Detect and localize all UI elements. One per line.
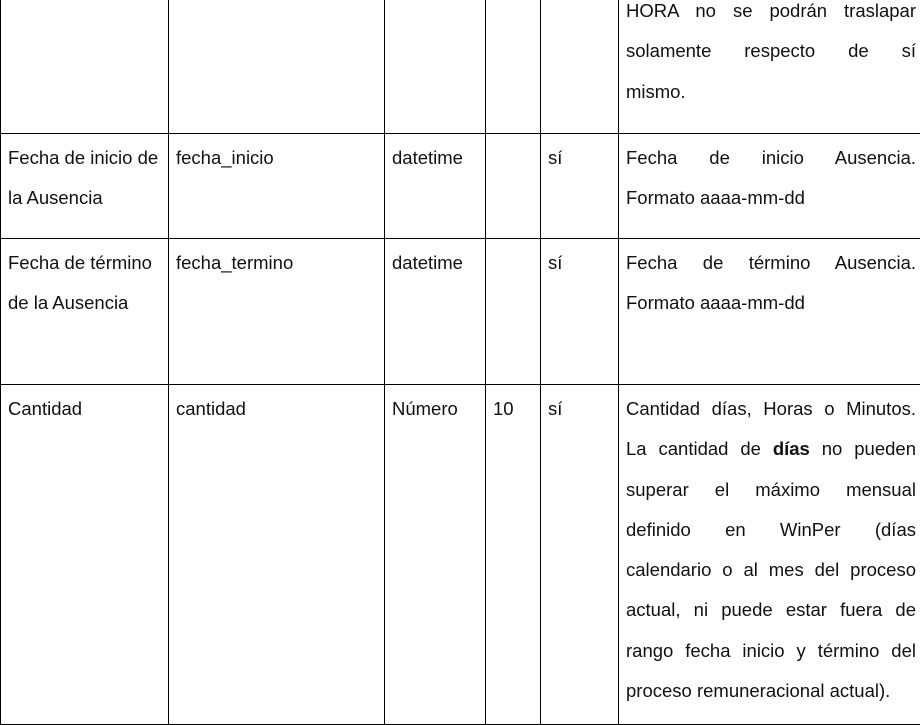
description-line: calendario o al mes del proceso [626, 550, 916, 590]
cell-largo: 10 [486, 385, 541, 725]
cell-tipo [385, 0, 486, 134]
description-line: rango fecha inicio y término del [626, 631, 916, 671]
cell-largo [486, 0, 541, 134]
cell-nombre [1, 0, 169, 134]
table-row [1, 385, 920, 725]
cell-obligatorio: sí [541, 385, 619, 725]
description-line: Fecha de término Ausencia. [626, 243, 916, 283]
description-text: La cantidad de [626, 438, 773, 459]
table-row [1, 134, 920, 239]
cell-obligatorio [541, 0, 619, 134]
description-text: no pueden [810, 438, 916, 459]
cell-campo [169, 0, 385, 134]
description-line: actual, ni puede estar fuera de [626, 590, 916, 630]
cell-tipo: Número [385, 385, 486, 725]
cell-tipo: datetime [385, 239, 486, 385]
description-line: proceso remuneracional actual). [626, 671, 916, 711]
cell-largo [486, 134, 541, 239]
cell-largo [486, 239, 541, 385]
cell-campo: cantidad [169, 385, 385, 725]
cell-descripcion [619, 134, 920, 239]
description-bold-text: días [773, 438, 810, 459]
cell-descripcion [619, 239, 920, 385]
cell-obligatorio: sí [541, 239, 619, 385]
cell-nombre: Cantidad [1, 385, 169, 725]
description-line: Cantidad días, Horas o Minutos. [626, 389, 916, 429]
description-line: Formato aaaa-mm-dd [626, 283, 916, 323]
description-line: definido en WinPer (días [626, 510, 916, 550]
description-line: HORA no se podrán traslapar [626, 0, 916, 31]
description-line: Fecha de inicio Ausencia. [626, 138, 916, 178]
table-row [1, 239, 920, 385]
description-line [626, 429, 916, 469]
cell-descripcion [619, 385, 920, 725]
table-row [1, 0, 920, 134]
cell-tipo: datetime [385, 134, 486, 239]
cell-nombre: Fecha de término de la Ausencia [1, 239, 169, 385]
cell-descripcion [619, 0, 920, 134]
cell-campo: fecha_termino [169, 239, 385, 385]
description-line: Formato aaaa-mm-dd [626, 178, 916, 218]
cell-obligatorio: sí [541, 134, 619, 239]
description-line: solamente respecto de sí [626, 31, 916, 71]
cell-campo: fecha_inicio [169, 134, 385, 239]
description-line: mismo. [626, 72, 916, 112]
cell-nombre: Fecha de inicio de la Ausencia [1, 134, 169, 239]
description-line: superar el máximo mensual [626, 470, 916, 510]
